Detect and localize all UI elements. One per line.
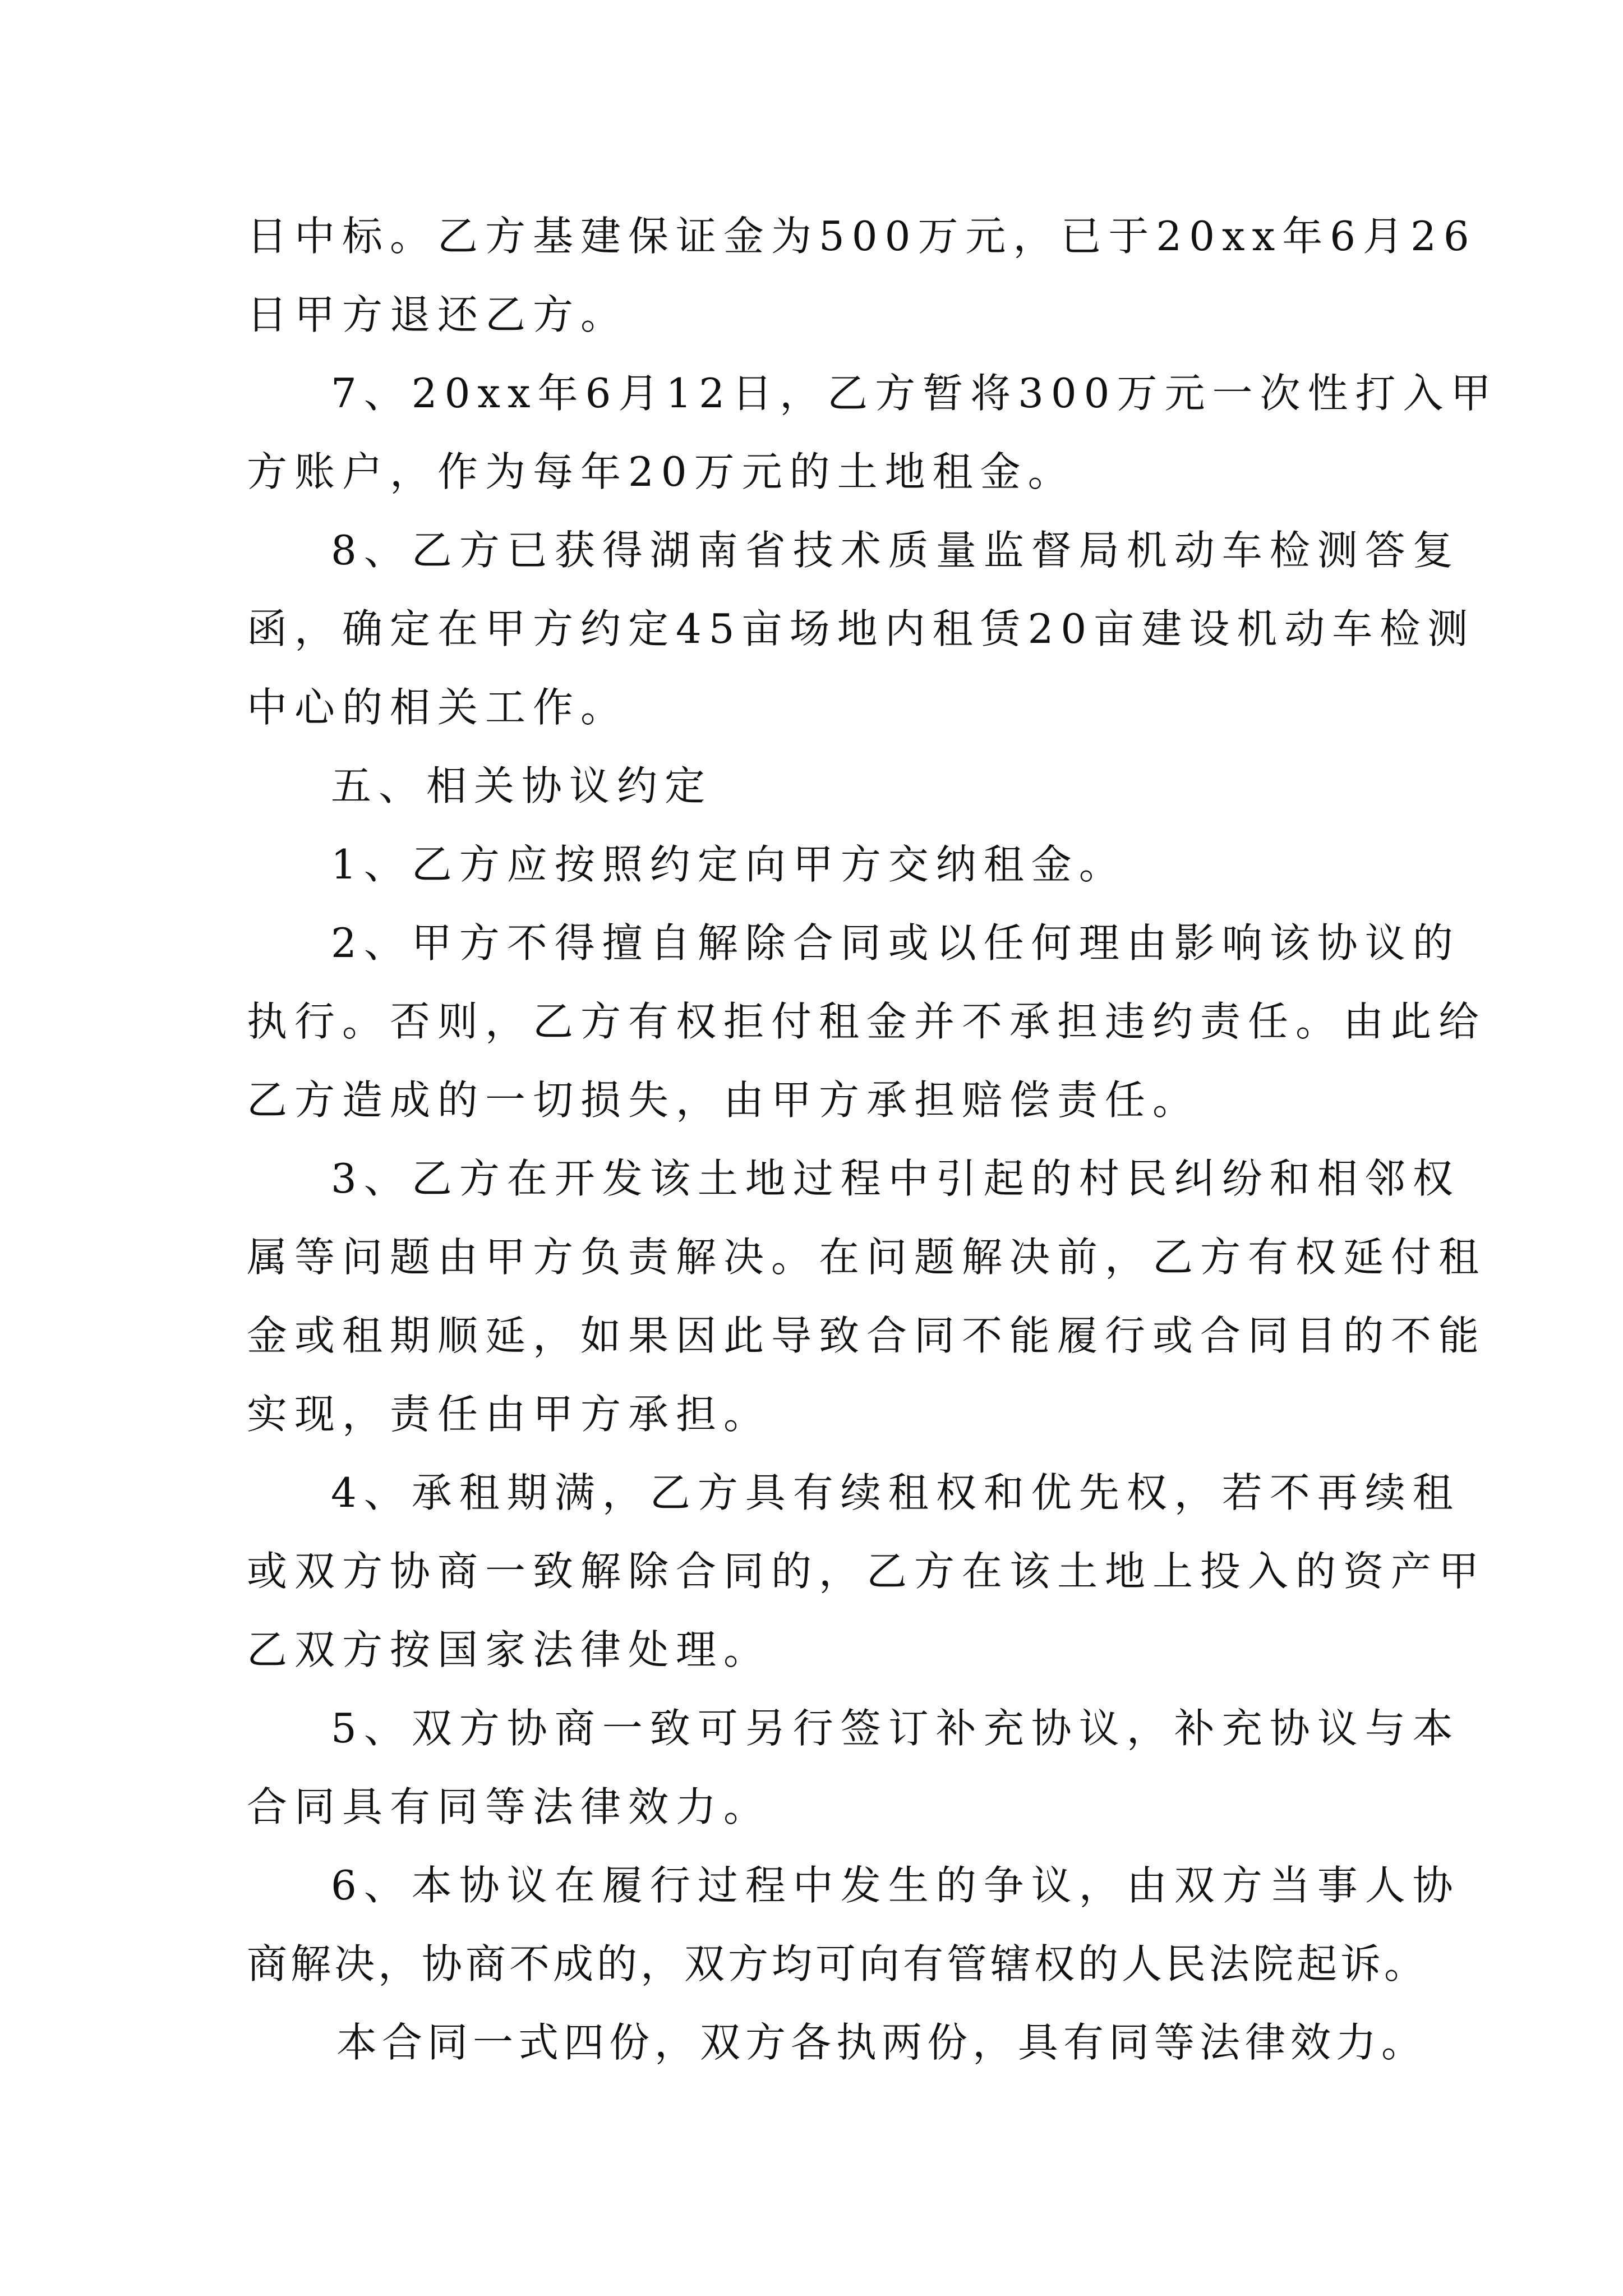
text-line: 金或租期顺延，如果因此导致合同不能履行或合同目的不能 [247, 1312, 1487, 1359]
text-line: 本合同一式四份，双方各执两份，具有同等法律效力。 [336, 2019, 1427, 2066]
text-line: 执行。否则，乙方有权拒付租金并不承担违约责任。由此给 [247, 998, 1487, 1045]
text-line: 6、本协议在履行过程中发生的争议，由双方当事人协 [331, 1862, 1460, 1909]
text-line: 属等问题由甲方负责解决。在问题解决前，乙方有权延付租 [247, 1234, 1487, 1281]
text-line: 中心的相关工作。 [247, 684, 629, 731]
text-line: 7、20xx年6月12日，乙方暂将300万元一次性打入甲 [331, 370, 1498, 417]
text-line: 方账户，作为每年20万元的土地租金。 [247, 448, 1076, 495]
text-line: 乙双方按国家法律处理。 [247, 1626, 772, 1673]
text-line: 日中标。乙方基建保证金为500万元，已于20xx年6月26 [247, 213, 1477, 260]
text-line: 4、承租期满，乙方具有续租权和优先权，若不再续租 [331, 1469, 1460, 1516]
text-line: 实现，责任由甲方承担。 [247, 1391, 772, 1438]
text-line: 8、乙方已获得湖南省技术质量监督局机动车检测答复 [331, 527, 1460, 574]
text-line: 2、甲方不得擅自解除合同或以任何理由影响该协议的 [331, 919, 1460, 967]
text-line: 或双方协商一致解除合同的，乙方在该土地上投入的资产甲 [247, 1548, 1487, 1595]
text-line: 日甲方退还乙方。 [247, 291, 629, 338]
text-line: 3、乙方在开发该土地过程中引起的村民纠纷和相邻权 [331, 1155, 1460, 1202]
text-line: 函，确定在甲方约定45亩场地内租赁20亩建设机动车检测 [247, 605, 1476, 652]
section-heading: 五、相关协议约定 [331, 762, 713, 809]
text-line: 1、乙方应按照约定向甲方交纳租金。 [331, 841, 1127, 888]
text-line: 合同具有同等法律效力。 [247, 1783, 772, 1830]
text-line: 乙方造成的一切损失，由甲方承担赔偿责任。 [247, 1076, 1201, 1124]
text-line: 5、双方协商一致可另行签订补充协议，补充协议与本 [331, 1705, 1460, 1752]
text-line: 商解决，协商不成的，双方均可向有管辖权的人民法院起诉。 [247, 1940, 1428, 1987]
